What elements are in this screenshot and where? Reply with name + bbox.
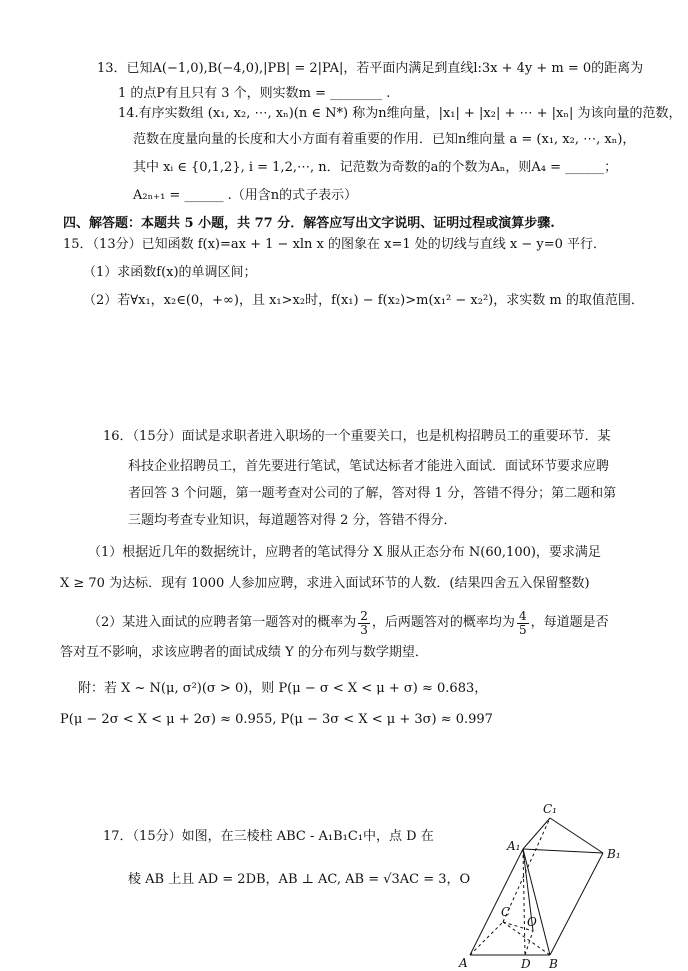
q16-note2: P(μ − 2σ < X < μ + 2σ) ≈ 0.955, P(μ − 3σ < X < μ + 3σ) ≈ 0.997 — [60, 712, 493, 727]
fraction-denominator: 3 — [360, 622, 368, 637]
fraction-numerator: 4 — [518, 609, 527, 623]
label-c1: C₁ — [543, 802, 557, 816]
q16-line1: 16．（15分）面试是求职者进入职场的一个重要关口，也是机构招聘员工的重要环节．某 — [103, 429, 611, 444]
edge-a-a1 — [470, 849, 523, 955]
q16-part2-a — [88, 610, 609, 636]
q13-line1: 13．已知A(−1,0),B(−4,0),|PB| = 2|PA|，若平面内满足到直线l:3x + 4y + m = 0的距离为 — [97, 61, 644, 76]
label-d: D — [521, 957, 531, 971]
q16-line4: 三题均考查专业知识，每道题答对得 2 分，答错不得分． — [128, 513, 457, 528]
q16-part1-a: （1）根据近几年的数据统计，应聘者的笔试得分 X 服从正态分布 N(60,100)，要求满足 — [88, 545, 601, 560]
edge-a1-c1 — [523, 818, 550, 849]
fraction-numerator: 2 — [360, 609, 368, 623]
label-a1: A₁ — [507, 839, 521, 853]
section-header: 四、解答题：本题共 5 小题，共 77 分．解答应写出文字说明、证明过程或演算步骤. — [63, 216, 555, 231]
q16-part2-a-post: ，每道题是否 — [530, 614, 609, 630]
edge-c1-b1 — [550, 818, 603, 853]
label-c: C — [501, 905, 511, 919]
q15-line1: 15．（13分）已知函数 f(x)=ax + 1 − xln x 的图象在 x=1 处的切线与直线 x − y=0 平行． — [63, 237, 607, 252]
label-a: A — [459, 956, 468, 970]
label-b: B — [549, 957, 558, 971]
prism-figure — [455, 800, 655, 971]
fraction-four-fifths — [517, 610, 529, 636]
fraction-denominator: 5 — [518, 622, 527, 637]
edge-a-c — [470, 922, 503, 955]
q14-line4: A₂ₙ₊₁ = ______ .（用含n的式子表示） — [133, 188, 358, 203]
q17-line1: 17．（15分）如图，在三棱柱 ABC - A₁B₁C₁中，点 D 在 — [103, 829, 434, 844]
q16-line2: 科技企业招聘员工，首先要进行笔试，笔试达标者才能进入面试．面试环节要求应聘 — [128, 459, 610, 474]
q13-line2: 1 的点P有且只有 3 个，则实数m = ________ . — [118, 86, 391, 101]
edge-a1-b — [523, 849, 550, 955]
q14-line1: 14.有序实数组 (x₁, x₂, ⋯, xₙ)(n ∈ N*) 称为n维向量，|x₁| + |x₂| + ⋯ + |xₙ| 为该向量的范数， — [118, 106, 682, 121]
label-b1: B₁ — [607, 847, 621, 861]
q16-part2-a-pre: （2）某进入面试的应聘者第一题答对的概率为 — [88, 614, 357, 630]
edge-a1-b1 — [523, 849, 603, 853]
label-o: O — [527, 915, 537, 929]
q16-part2-b: 答对互不影响，求该应聘者的面试成绩 Y 的分布列与数学期望． — [60, 645, 428, 660]
edge-b-b1 — [550, 853, 603, 955]
q16-part1-b: X ≥ 70 为达标．现有 1000 人参加应聘，求进入面试环节的人数．(结果四舍五入保留整数) — [60, 576, 590, 591]
q16-note1: 附：若 X ~ N(μ, σ²)(σ > 0)，则 P(μ − σ < X < μ + σ) ≈ 0.683， — [78, 681, 488, 696]
fraction-two-thirds — [358, 610, 370, 636]
q17-line2: 棱 AB 上且 AD = 2DB，AB ⊥ AC, AB = √3AC = 3，O — [128, 872, 471, 887]
edge-d-o — [525, 931, 533, 955]
q16-line3: 者回答 3 个问题，第一题考查对公司的了解，答对得 1 分，答错不得分；第二题和第 — [128, 486, 617, 501]
q16-part2-a-mid: ，后两题答对的概率均为 — [371, 614, 515, 630]
q15-part1: （1）求函数f(x)的单调区间； — [83, 265, 257, 280]
q15-part2: （2）若∀x₁，x₂∈(0，+∞)，且 x₁>x₂时，f(x₁) − f(x₂)>m(x₁² − x₂²)，求实数 m 的取值范围． — [83, 293, 644, 308]
q14-line2: 范数在度量向量的长度和大小方面有着重要的作用．已知n维向量 a = (x₁, x₂, ⋯, xₙ)， — [133, 132, 636, 147]
q14-line3: 其中 xᵢ ∈ {0,1,2}, i = 1,2,⋯, n．记范数为奇数的a的个数为Aₙ，则A₄ = ______； — [133, 160, 618, 175]
